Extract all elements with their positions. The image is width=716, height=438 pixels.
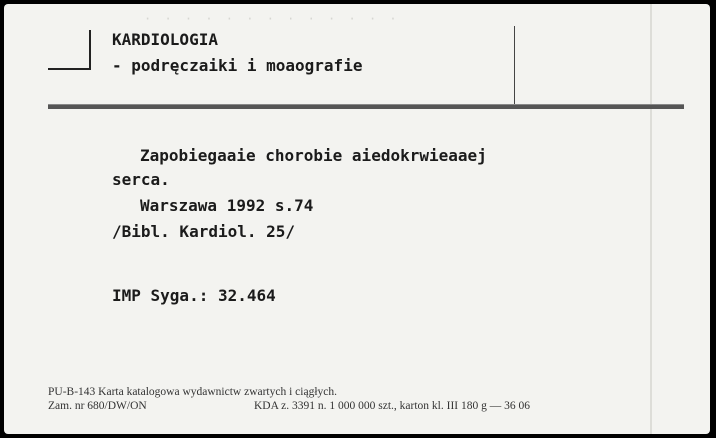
subject-heading: KARDIOLOGIA xyxy=(112,30,218,49)
entry-series: /Bibl. Kardiol. 25/ xyxy=(112,222,296,241)
header-divider xyxy=(514,26,515,108)
subject-subheading: - podręczaiki i moaografie xyxy=(112,56,363,75)
faint-stamp-text: · · · · · · · · · · · · · xyxy=(144,12,400,26)
footer-form-line: PU-B-143 Karta katalogowa wydawnictw zwartych i ciągłych. xyxy=(48,386,338,398)
card-edge-line xyxy=(650,4,652,434)
corner-mark-vertical xyxy=(89,30,91,70)
footer-order-number: Zam. nr 680/DW/ON xyxy=(48,400,147,412)
header-rule xyxy=(48,104,684,109)
corner-mark-horizontal xyxy=(48,68,91,70)
entry-publication: Warszawa 1992 s.74 xyxy=(140,196,314,215)
footer-print-info: KDA z. 3391 n. 1 000 000 szt., karton kl. III 180 g — 36 06 xyxy=(254,400,530,412)
entry-title-line2: serca. xyxy=(112,170,170,189)
entry-title-line1: Zapobiegaaie chorobie aiedokrwieaaej xyxy=(140,146,487,165)
catalog-card xyxy=(4,4,710,434)
entry-signature: IMP Syga.: 32.464 xyxy=(112,286,276,305)
